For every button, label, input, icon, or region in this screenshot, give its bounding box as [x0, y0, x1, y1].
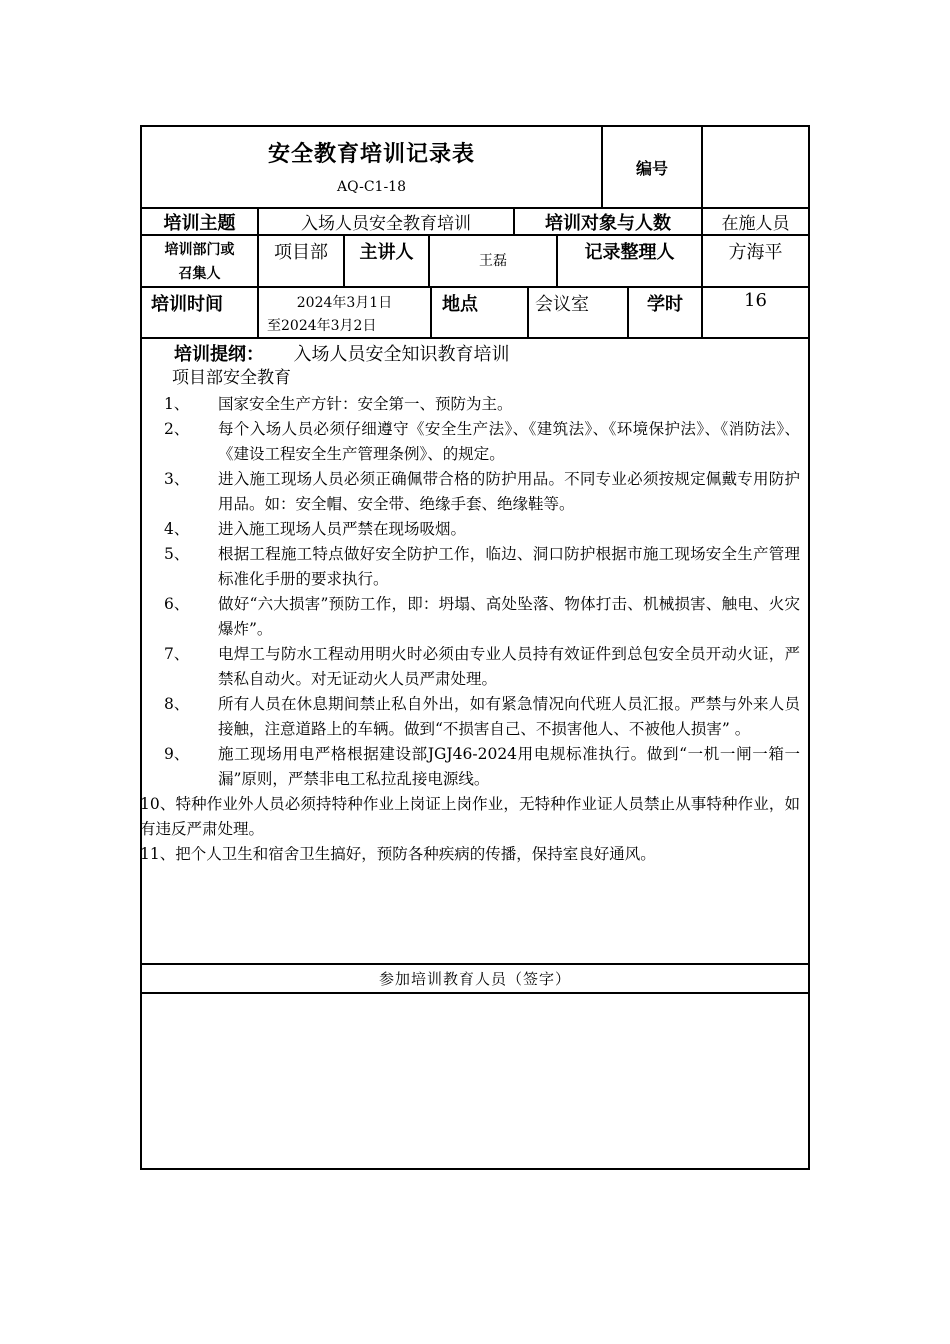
place-label-cell: [432, 288, 529, 339]
item-text: 所有人员在休息期间禁止私自外出，如有紧急情况向代班人员汇报。严禁与外来人员接触，注意道路上的车辆。做到“不损害自己、不损害他人、不被他人损害” 。: [218, 695, 800, 738]
item-number: 10、: [140, 795, 176, 813]
item-text: 施工现场用电严格根据建设部JGJ46-2024用电规标准执行。做到“一机一闸一箱一漏”原则，严禁非电工私拉乱接电源线。: [218, 745, 800, 788]
outline-item: [164, 542, 800, 592]
outline-item: [164, 417, 800, 467]
item-number: 9、: [164, 745, 190, 763]
number-value-cell[interactable]: [703, 127, 808, 209]
outline-subheading: 项目部安全教育: [172, 368, 291, 388]
item-text: 做好“六大损害”预防工作，即：坍塌、高处坠落、物体打击、机械损害、触电、火灾爆炸”。: [218, 595, 800, 638]
item-text: 进入施工现场人员严禁在现场吸烟。: [218, 520, 467, 538]
audience-label-cell: [515, 209, 703, 236]
topic-value-cell[interactable]: [259, 209, 515, 236]
speaker-label: 主讲人: [359, 242, 414, 263]
speaker-label-cell: [345, 236, 430, 288]
item-number: 8、: [164, 695, 190, 713]
time-label-cell: [142, 288, 259, 339]
time-value-cell[interactable]: [259, 288, 432, 339]
item-text: [140, 842, 800, 867]
training-outline: [142, 339, 808, 965]
training-record-form: [140, 125, 810, 1170]
item-number: 2、: [164, 420, 190, 438]
dept-value: 项目部: [274, 242, 328, 263]
time-label: 培训时间: [151, 294, 223, 315]
place-value-cell[interactable]: [529, 288, 629, 339]
item-body: 特种作业外人员必须持特种作业上岗证上岗作业，无特种作业证人员禁止从事特种作业，如有违反严肃处理。: [140, 795, 800, 838]
topic-label-cell: [142, 209, 259, 236]
outline-item: [164, 642, 800, 692]
dept-label-line1: 培训部门或: [164, 242, 235, 258]
topic-label: 培训主题: [163, 212, 236, 234]
hours-label: 学时: [647, 294, 683, 315]
form-code: AQ-C1-18: [337, 179, 406, 195]
form-title: 安全教育培训记录表: [267, 141, 475, 167]
form-title-cell: [142, 127, 603, 209]
time-value-line1: 2024年3月1日: [296, 295, 393, 311]
item-number: 11、: [140, 845, 176, 863]
signature-header: [142, 965, 808, 994]
outline-item: [164, 467, 800, 517]
number-label: 编号: [635, 158, 668, 178]
item-number: 1、: [164, 395, 190, 413]
place-label: 地点: [442, 294, 478, 315]
recorder-value-cell[interactable]: [703, 236, 808, 288]
recorder-label: 记录整理人: [584, 242, 675, 263]
audience-value: 在施人员: [721, 214, 790, 234]
item-text: [140, 792, 800, 842]
place-value: 会议室: [535, 294, 589, 315]
number-label-cell: [603, 127, 703, 209]
outline-label: 培训提纲：: [174, 344, 264, 365]
hours-label-cell: [629, 288, 703, 339]
audience-label: 培训对象与人数: [545, 212, 671, 234]
outline-heading: [164, 343, 800, 367]
signature-label: 参加培训教育人员（签字）: [378, 970, 571, 988]
item-text: 国家安全生产方针：安全第一、预防为主。: [218, 395, 513, 413]
recorder-label-cell: [558, 236, 703, 288]
outline-item: [164, 692, 800, 742]
outline-item: [140, 792, 800, 842]
dept-value-cell[interactable]: [259, 236, 345, 288]
recorder-value: 方海平: [728, 242, 783, 263]
outline-title: 入场人员安全知识教育培训: [293, 344, 510, 365]
outline-item: [140, 842, 800, 867]
item-body: 把个人卫生和宿舍卫生搞好，预防各种疾病的传播，保持室良好通风。: [175, 845, 656, 863]
item-text: 每个入场人员必须仔细遵守《安全生产法》、《建筑法》、《环境保护法》、《消防法》、《建设工程安全生产管理条例》、的规定。: [218, 420, 800, 463]
outline-item: [164, 742, 800, 792]
dept-label-line2: 召集人: [178, 266, 221, 282]
outline-item: [164, 392, 800, 417]
speaker-value: 王磊: [479, 253, 507, 269]
outline-item: [164, 592, 800, 642]
item-number: 3、: [164, 470, 190, 488]
item-number: 7、: [164, 645, 190, 663]
item-text: 根据工程施工特点做好安全防护工作，临边、洞口防护根据市施工现场安全生产管理标准化手册的要求执行。: [218, 545, 800, 588]
signature-area[interactable]: [142, 994, 808, 1168]
hours-value: 16: [744, 290, 767, 311]
topic-value: 入场人员安全教育培训: [301, 214, 471, 234]
item-text: 电焊工与防水工程动用明火时必须由专业人员持有效证件到总包安全员开动火证，严禁私自动火。对无证动火人员严肃处理。: [218, 645, 800, 688]
item-number: 6、: [164, 595, 190, 613]
outline-item: [164, 517, 800, 542]
time-value-line2: 至2024年3月2日: [267, 318, 377, 334]
dept-label-cell: [142, 236, 259, 288]
item-number: 4、: [164, 520, 190, 538]
speaker-value-cell[interactable]: [430, 236, 558, 288]
audience-value-cell[interactable]: [703, 209, 808, 236]
item-number: 5、: [164, 545, 190, 563]
hours-value-cell[interactable]: [703, 288, 808, 339]
item-text: 进入施工现场人员必须正确佩带合格的防护用品。不同专业必须按规定佩戴专用防护用品。如：安全帽、安全带、绝缘手套、绝缘鞋等。: [218, 470, 800, 513]
